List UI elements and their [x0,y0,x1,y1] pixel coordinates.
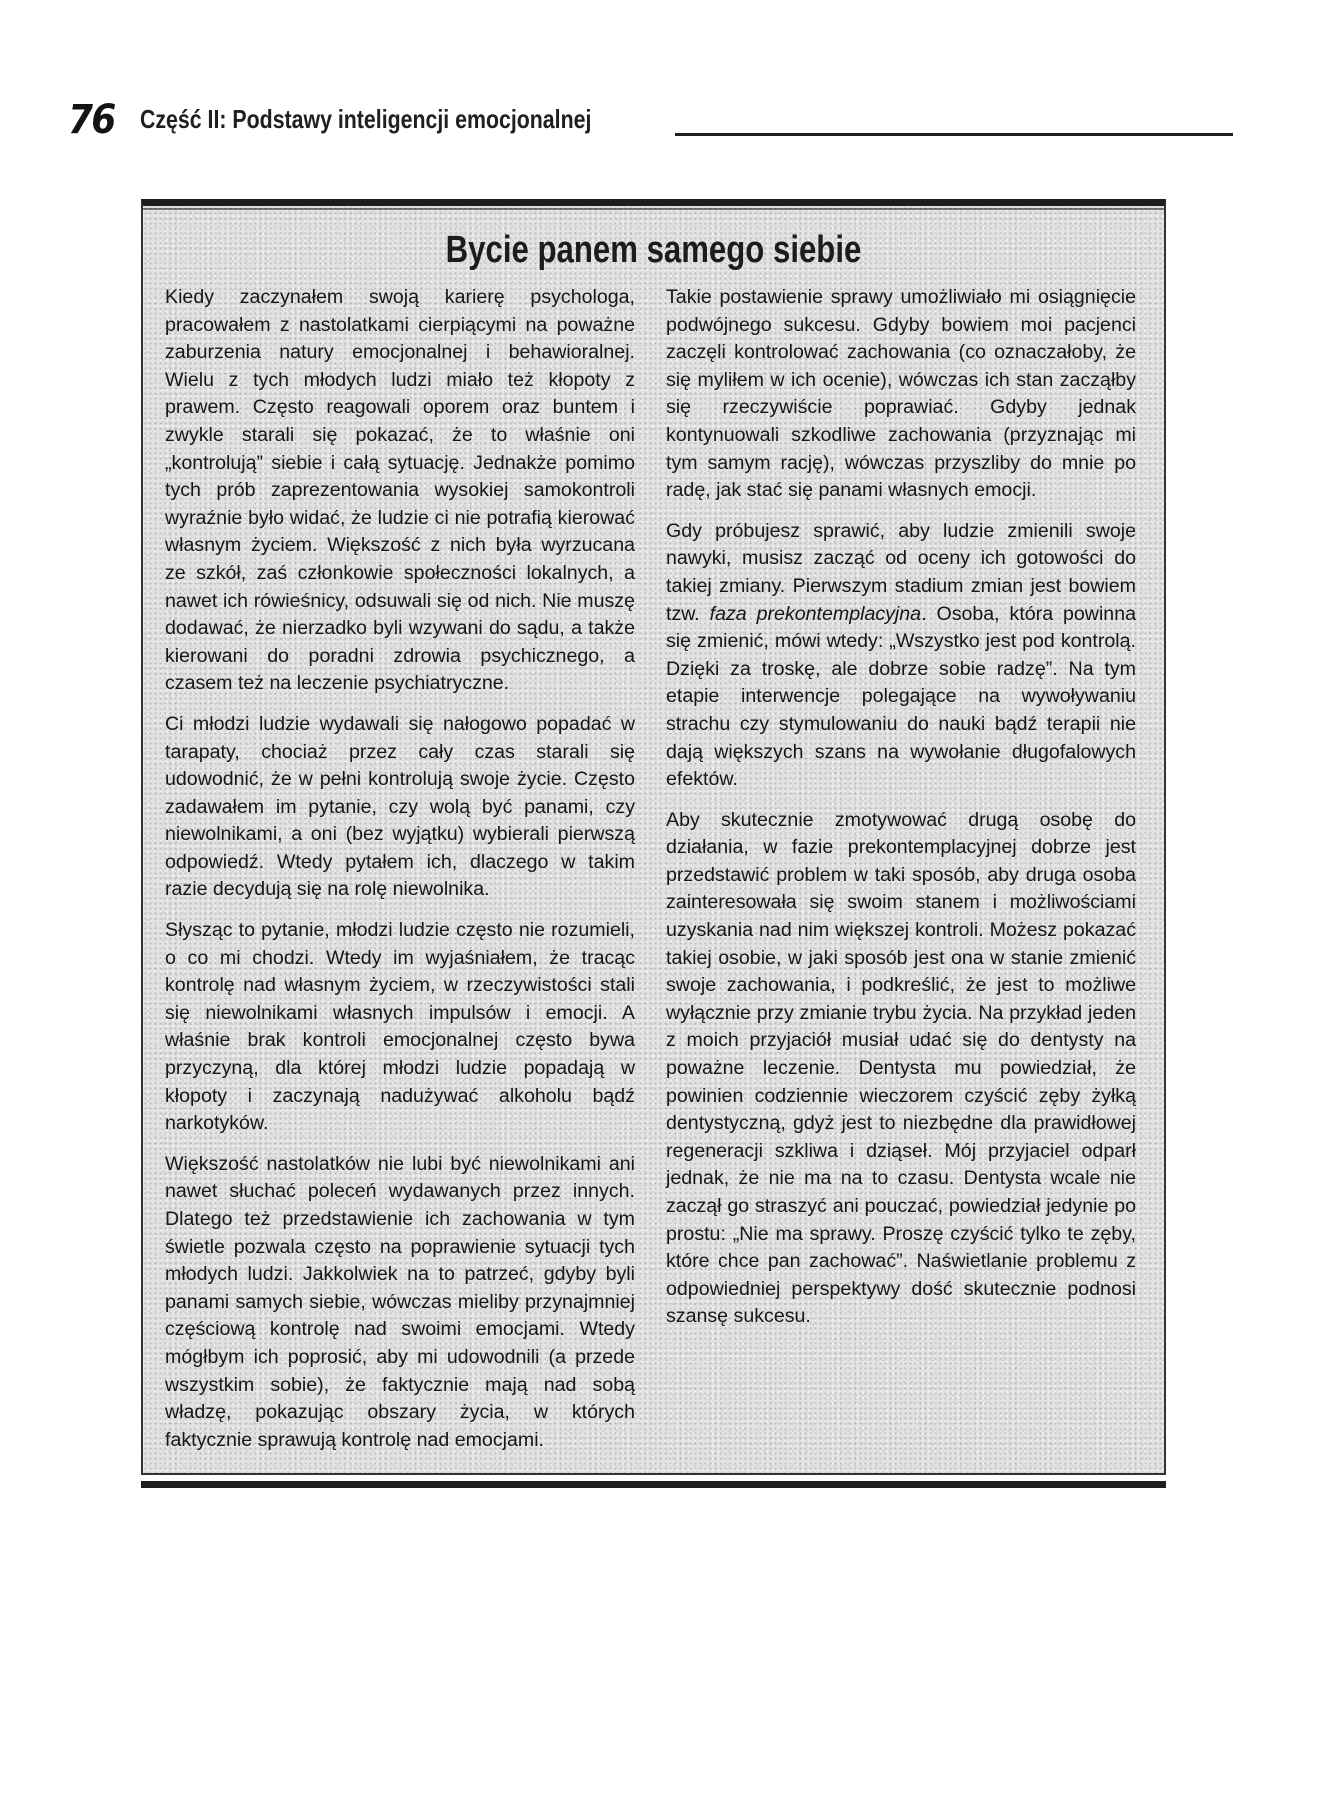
page-header [68,96,1165,144]
paragraph: Większość nastolatków nie lubi być niewolnikami ani nawet słuchać poleceń wydawanych przez innych. Dlatego też przedstawienie ich zachowania w tym świetle pozwala często na poprawienie sytuacji tych młodych ludzi. Jakkolwiek na to patrzeć, gdyby byli panami samych siebie, wówczas mieliby przynajmniej częściową kontrolę nad swoimi emocjami. Wtedy mógłbym ich poprosić, aby mi udowodnili (a przede wszystkim sobie), że faktycznie mają nad sobą władzę, pokazując obszary życia, w których faktycznie sprawują kontrolę nad emocjami. [165,1152,635,1451]
paragraph: Takie postawienie sprawy umożliwiało mi osiągnięcie podwójnego sukcesu. Gdyby bowiem moi pacjenci zaczęli kontrolować zachowania (co oznaczałoby, że się myliłem w ich ocenie), wówczas ich stan zacząłby się rzeczywiście poprawiać. Gdyby jednak kontynuowali szkodliwe zachowania (przyznając mi tym samym rację), wówczas przyszliby do mnie po radę, jak stać się panami własnych emocji. [666,286,1136,502]
italic-term: faza prekontemplacyjna [709,602,922,625]
paragraph [666,518,1136,794]
paragraph: Ci młodzi ludzie wydawali się nałogowo popadać w tarapaty, chociaż przez cały czas starali się udowodnić, że w pełni kontrolują swoje życie. Często zadawałem im pytanie, czy wolą być panami, czy niewolnikami, a oni (bez wyjątku) wybierali pierwszą odpowiedź. Wtedy pytałem ich, dlaczego w takim razie decydują się na rolę niewolnika. [165,712,635,901]
paragraph: Aby skutecznie zmotywować drugą osobę do działania, w fazie prekontemplacyjnej dobrze jest przedstawić problem w taki sposób, aby druga osoba zainteresowała się swoim stanem i możliwościami uzyskania nad nim większej kontroli. Możesz pokazać takiej osobie, w jaki sposób jest ona w stanie zmienić swoje zachowania, i podkreślić, że jest to możliwe wyłącznie przy zmianie trybu życia. Na przykład jeden z moich przyjaciół musiał udać się do dentysty na poważne leczenie. Dentysta mu powiedział, że powinien codziennie wieczorem czyścić zęby żyłką dentystyczną, gdyż jest to niezbędne dla prawidłowej regeneracji szkliwa i dziąseł. Mój przyjaciel odparł jednak, że nie ma na to czasu. Dentysta wcale nie zaczął go straszyć ani pouczać, powiedział jedynie po prostu: „Nie ma sprawy. Proszę czyścić tylko te zęby, które chce pan zachować”. Naświetlanie problemu z odpowiedniej perspektywy dość skutecznie podnosi szansę sukcesu. [666,808,1136,1328]
sidebar-bottom-rule [141,1481,1166,1488]
paragraph: Kiedy zaczynałem swoją karierę psychologa, pracowałem z nastolatkami cierpiącymi na poważne zaburzenia natury emocjonalnej i behawioralnej. Wielu z tych młodych ludzi miało też kłopoty z prawem. Często reagowali oporem oraz buntem i zwykle starali się pokazać, że to właśnie oni „kontrolują” siebie i całą sytuację. Jednakże pomimo tych prób zaprezentowania wysokiej samokontroli wyraźnie było widać, że ludzie ci nie potrafią kierować własnym życiem. Większość z nich była wyrzucana ze szkół, zaś członkowie społeczności lokalnych, a nawet ich rówieśnicy, odsuwali się od nich. Nie muszę dodawać, że nierzadko byli wzywani do sądu, a także kierowani do poradni zdrowia psychicznego, a czasem też na leczenie psychiatryczne. [165,286,635,695]
header-rule [675,133,1233,136]
paragraph-text: Gdy próbujesz sprawić, aby ludzie zmienili swoje nawyki, musisz zacząć od oceny ich gotowości do takiej zmiany. Pierwszym stadium zmian jest bowiem tzw. [666,519,1136,625]
sidebar-title: Bycie panem samego siebie [445,229,862,271]
sidebar-right-column [666,284,1136,1331]
running-title: Część II: Podstawy inteligencji emocjonalnej [140,104,592,134]
sidebar-left-column [165,284,635,1454]
sidebar-box [141,199,1166,1475]
paragraph: Słysząc to pytanie, młodzi ludzie często nie rozumieli, o co mi chodzi. Wtedy im wyjaśniałem, że tracąc kontrolę nad własnym życiem, w rzeczywistości stali się niewolnikami własnych impulsów i emocji. A właśnie brak kontroli emocjonalnej często bywa przyczyną, dla której młodzi ludzie popadają w kłopoty i zaczynają nadużywać alkoholu bądź narkotyków. [165,919,635,1135]
page-number: 76 [68,97,115,143]
paragraph-text: . Osoba, która powinna się zmienić, mówi wtedy: „Wszystko jest pod kontrolą. Dzięki za troskę, ale dobrze sobie radzę”. Na tym etapie interwencje polegające na wywoływaniu strachu czy stymulowaniu do nauki bądź terapii nie dają większych szans na wywołanie długofalowych efektów. [666,602,1136,791]
